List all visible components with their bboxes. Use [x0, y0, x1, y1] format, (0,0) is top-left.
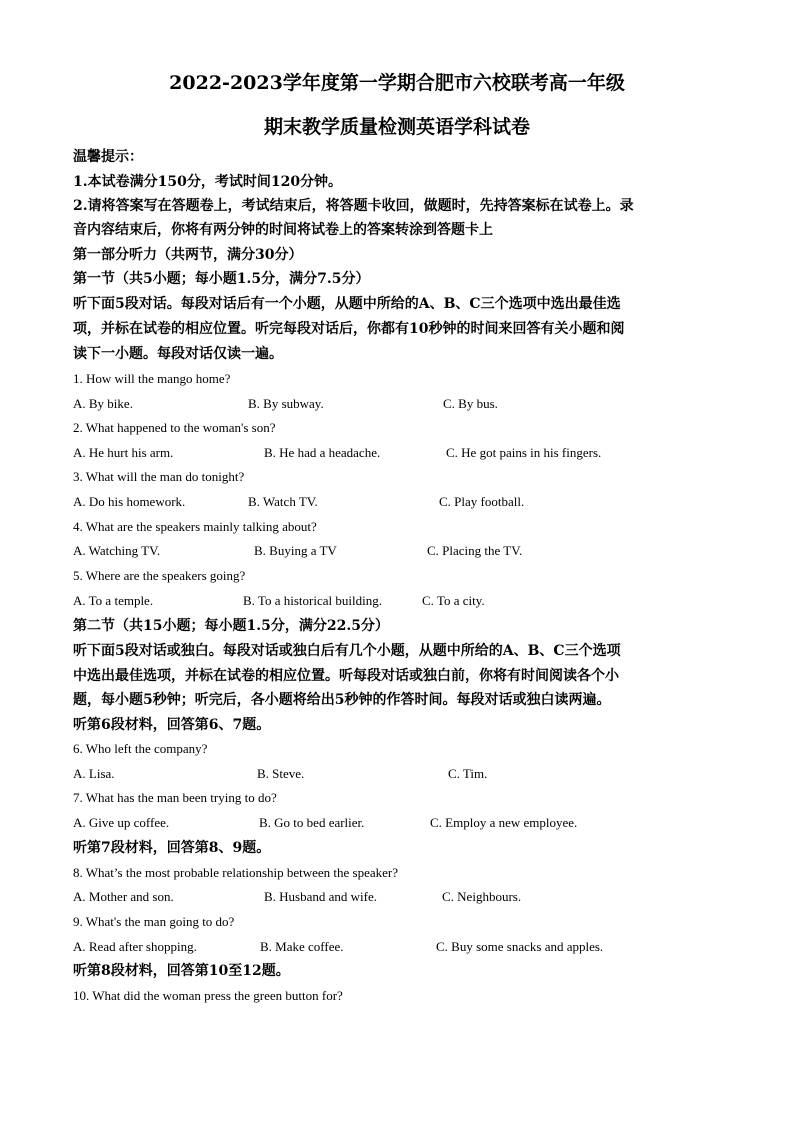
tips-item-2-line2: 音内容结束后，你将有两分钟的时间将试卷上的答案转涂到答题卡上: [73, 222, 493, 238]
question-3-option-b: B. Watch TV.: [248, 494, 318, 509]
question-1: 1. How will the mango home?: [73, 371, 231, 386]
section1-instructions-line2: 项，并标在试卷的相应位置。听完每段对话后，你都有10秒钟的时间来回答有关小题和阅: [73, 321, 625, 337]
material-7-heading: 听第7段材料，回答第8、9题。: [73, 840, 271, 856]
question-4-option-a: A. Watching TV.: [73, 543, 161, 558]
question-9-option-b: B. Make coffee.: [260, 939, 344, 954]
section1-heading: 第一节（共5小题；每小题1.5分，满分7.5分）: [73, 271, 370, 287]
section2-instructions-line2: 中选出最佳选项，并标在试卷的相应位置。听每段对话或独白前，你将有时间阅读各个小: [73, 668, 619, 684]
question-7-option-a: A. Give up coffee.: [73, 815, 170, 830]
question-9-option-a: A. Read after shopping.: [73, 939, 197, 954]
section1-instructions-line3: 读下一小题。每段对话仅读一遍。: [73, 346, 283, 362]
tips-heading: 温馨提示：: [73, 149, 143, 165]
question-6-option-a: A. Lisa.: [73, 766, 115, 781]
question-5-option-c: C. To a city.: [422, 593, 485, 608]
question-1-option-c: C. By bus.: [443, 396, 498, 411]
question-6-option-b: B. Steve.: [257, 766, 305, 781]
question-6: 6. Who left the company?: [73, 741, 208, 756]
tips-item-1: 1.本试卷满分150分，考试时间120分钟。: [73, 174, 343, 190]
material-6-heading: 听第6段材料，回答第6、7题。: [73, 717, 271, 733]
question-1-option-b: B. By subway.: [248, 396, 324, 411]
question-2-option-a: A. He hurt his arm.: [73, 445, 174, 460]
question-5-option-b: B. To a historical building.: [243, 593, 382, 608]
question-6-option-c: C. Tim.: [448, 766, 488, 781]
question-4-option-b: B. Buying a TV: [254, 543, 337, 558]
question-4-option-c: C. Placing the TV.: [427, 543, 523, 558]
material-8-heading: 听第8段材料，回答第10至12题。: [73, 963, 290, 979]
question-10: 10. What did the woman press the green button for?: [73, 988, 343, 1003]
section2-heading: 第二节（共15小题；每小题1.5分，满分22.5分）: [73, 618, 389, 634]
question-3-option-c: C. Play football.: [439, 494, 525, 509]
question-2-option-c: C. He got pains in his fingers.: [446, 445, 602, 460]
question-7-option-c: C. Employ a new employee.: [430, 815, 578, 830]
question-4: 4. What are the speakers mainly talking about?: [73, 519, 317, 534]
section2-instructions-line3: 题，每小题5秒钟；听完后，各小题将给出5秒钟的作答时间。每段对话或独白读两遍。: [73, 692, 611, 708]
exam-title-line2: 期末教学质量检测英语学科试卷: [263, 116, 530, 138]
question-8-option-b: B. Husband and wife.: [264, 889, 378, 904]
question-7: 7. What has the man been trying to do?: [73, 790, 277, 805]
part1-heading: 第一部分听力（共两节，满分30分）: [73, 247, 303, 263]
question-7-option-b: B. Go to bed earlier.: [259, 815, 365, 830]
question-2: 2. What happened to the woman's son?: [73, 420, 276, 435]
question-5: 5. Where are the speakers going?: [73, 568, 246, 583]
question-3-option-a: A. Do his homework.: [73, 494, 186, 509]
question-5-option-a: A. To a temple.: [73, 593, 154, 608]
section2-instructions-line1: 听下面5段对话或独白。每段对话或独白后有几个小题，从题中所给的A、B、C三个选项: [73, 643, 621, 659]
section1-instructions-line1: 听下面5段对话。每段对话后有一个小题，从题中所给的A、B、C三个选项中选出最佳选: [73, 296, 621, 312]
question-1-option-a: A. By bike.: [73, 396, 133, 411]
question-9-option-c: C. Buy some snacks and apples.: [436, 939, 604, 954]
question-8-option-a: A. Mother and son.: [73, 889, 174, 904]
question-8: 8. What’s the most probable relationship between the speaker?: [73, 865, 399, 880]
question-9: 9. What's the man going to do?: [73, 914, 235, 929]
question-3: 3. What will the man do tonight?: [73, 469, 245, 484]
exam-title-line1: 2022-2023学年度第一学期合肥市六校联考高一年级: [169, 72, 625, 94]
tips-item-2-line1: 2.请将答案写在答题卷上，考试结束后，将答题卡收回，做题时，先持答案标在试卷上。录: [73, 198, 634, 214]
question-8-option-c: C. Neighbours.: [442, 889, 522, 904]
question-2-option-b: B. He had a headache.: [264, 445, 381, 460]
